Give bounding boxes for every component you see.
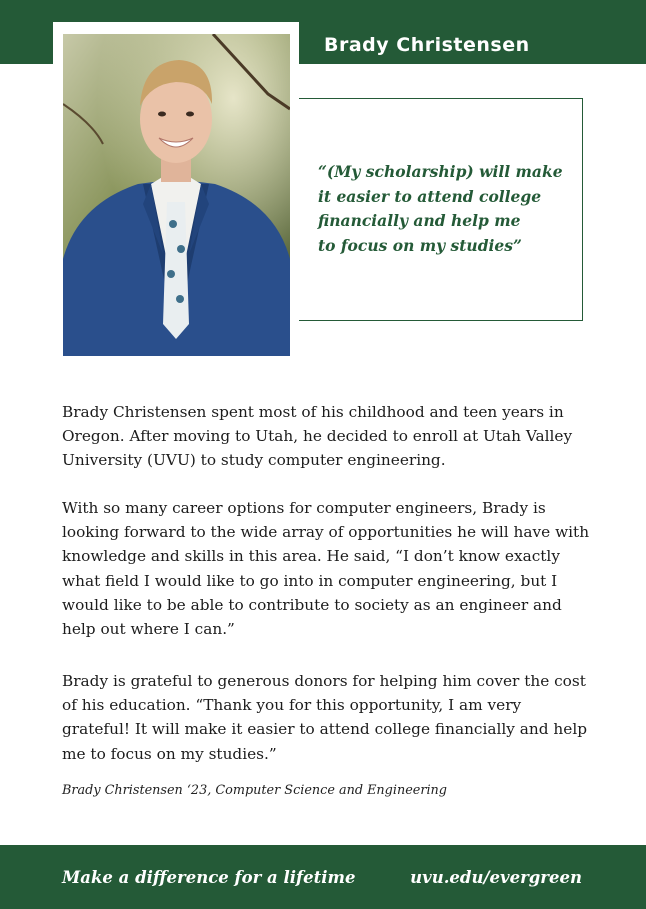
page-title: Brady Christensen <box>324 34 530 56</box>
body-paragraph-1: Brady Christensen spent most of his childhood and teen years in Oregon. After moving to Utah, he decided to enroll at Utah Valley University (UVU) to study computer engineering. <box>62 403 573 470</box>
caption: Brady Christensen ‘23, Computer Science and Engineering <box>62 783 447 798</box>
portrait-photo <box>63 34 290 356</box>
footer-tagline: Make a difference for a lifetime <box>62 868 356 887</box>
body-paragraph-2: With so many career options for computer engineers, Brady is looking forward to the wide array of opportunities he will have with knowledge and skills in this area. He said, “I don’t know exactly what field I would like to go into in computer engineering, but I would like to be able to contribute to society as an engineer and help out where I can.” <box>62 499 590 639</box>
footer-url-link[interactable]: uvu.edu/evergreen <box>410 868 582 887</box>
pull-quote: “(My scholarship) will make it easier to attend college financially and help me to focus on my studies” <box>318 162 563 255</box>
body-paragraph-3: Brady is grateful to generous donors for helping him cover the cost of his education. “Thank you for this opportunity, I am very grateful! It will make it easier to attend college financially and help me to focus on my studies.” <box>62 672 588 763</box>
